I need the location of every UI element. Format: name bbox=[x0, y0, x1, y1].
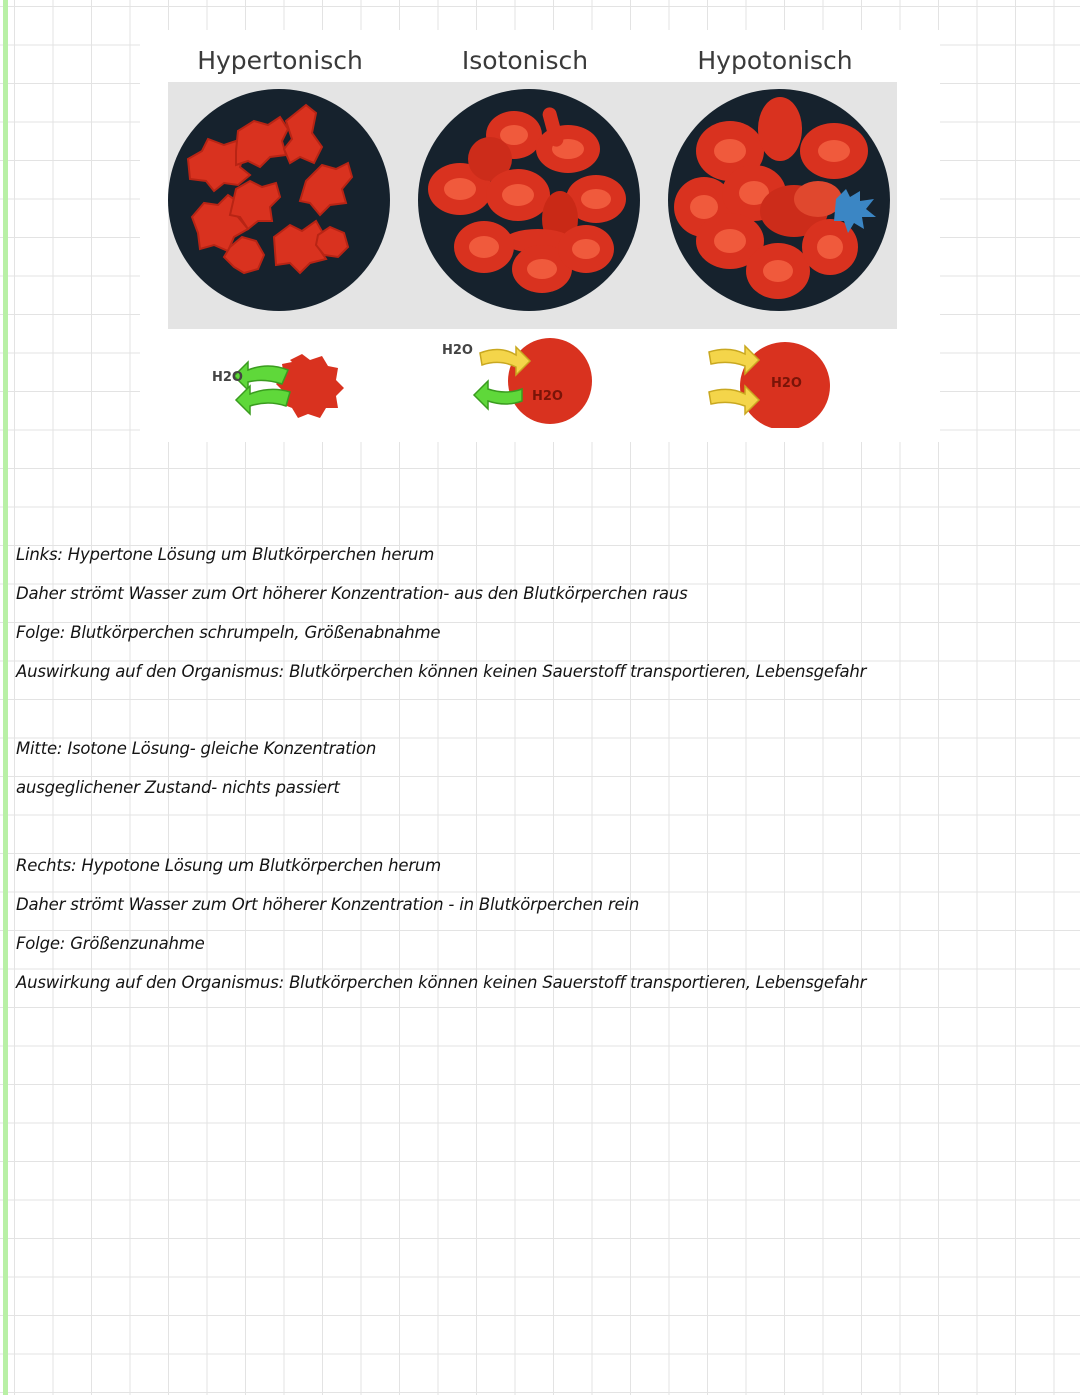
hypotonic-h2o-label: H2O bbox=[771, 376, 802, 391]
isotonic-h2o-in-label: H2O bbox=[532, 389, 563, 404]
note-links-heading: Links: Hypertone Lösung um Blutkörperchen herum bbox=[16, 545, 435, 564]
isotonic-h2o-out-label: H2O bbox=[442, 343, 473, 358]
title-hypertonic: Hypertonisch bbox=[197, 46, 363, 75]
hypertonic-dish bbox=[168, 89, 390, 311]
note-rechts-heading: Rechts: Hypotone Lösung um Blutkörperchen herum bbox=[16, 856, 442, 876]
isotonic-dish bbox=[418, 89, 640, 311]
title-isotonic: Isotonisch bbox=[461, 46, 589, 75]
note-rechts-reason: Daher strömt Wasser zum Ort höherer Konzentration - in Blutkörperchen rein bbox=[16, 895, 640, 915]
microscope-panel bbox=[168, 82, 897, 329]
note-links-effect: Auswirkung auf den Organismus: Blutkörperchen können keinen Sauerstoff transportieren, Lebensgefahr bbox=[16, 661, 867, 681]
hypertonic-h2o-label: H2O bbox=[212, 370, 243, 385]
title-hypotonic: Hypotonisch bbox=[697, 46, 853, 75]
notebook-margin-line bbox=[3, 0, 8, 1395]
hypertonic-mini-diagram bbox=[210, 340, 360, 420]
hypotonic-mini-diagram bbox=[705, 340, 835, 428]
osmosis-figure bbox=[140, 30, 940, 442]
note-links-result: Folge: Blutkörperchen schrumpeln, Größenabnahme bbox=[16, 622, 441, 642]
handwritten-notes bbox=[16, 536, 1056, 1003]
note-mitte-heading: Mitte: Isotone Lösung- gleiche Konzentration bbox=[16, 739, 377, 759]
note-mitte-state: ausgeglichener Zustand- nichts passiert bbox=[16, 778, 340, 798]
note-links-reason: Daher strömt Wasser zum Ort höherer Konzentration- aus den Blutkörperchen raus bbox=[16, 583, 688, 603]
hypotonic-dish bbox=[668, 89, 890, 311]
note-rechts-result: Folge: Größenzunahme bbox=[16, 933, 205, 953]
note-rechts-effect: Auswirkung auf den Organismus: Blutkörperchen können keinen Sauerstoff transportieren, Lebensgefahr bbox=[16, 972, 867, 992]
isotonic-mini-diagram bbox=[440, 335, 600, 427]
